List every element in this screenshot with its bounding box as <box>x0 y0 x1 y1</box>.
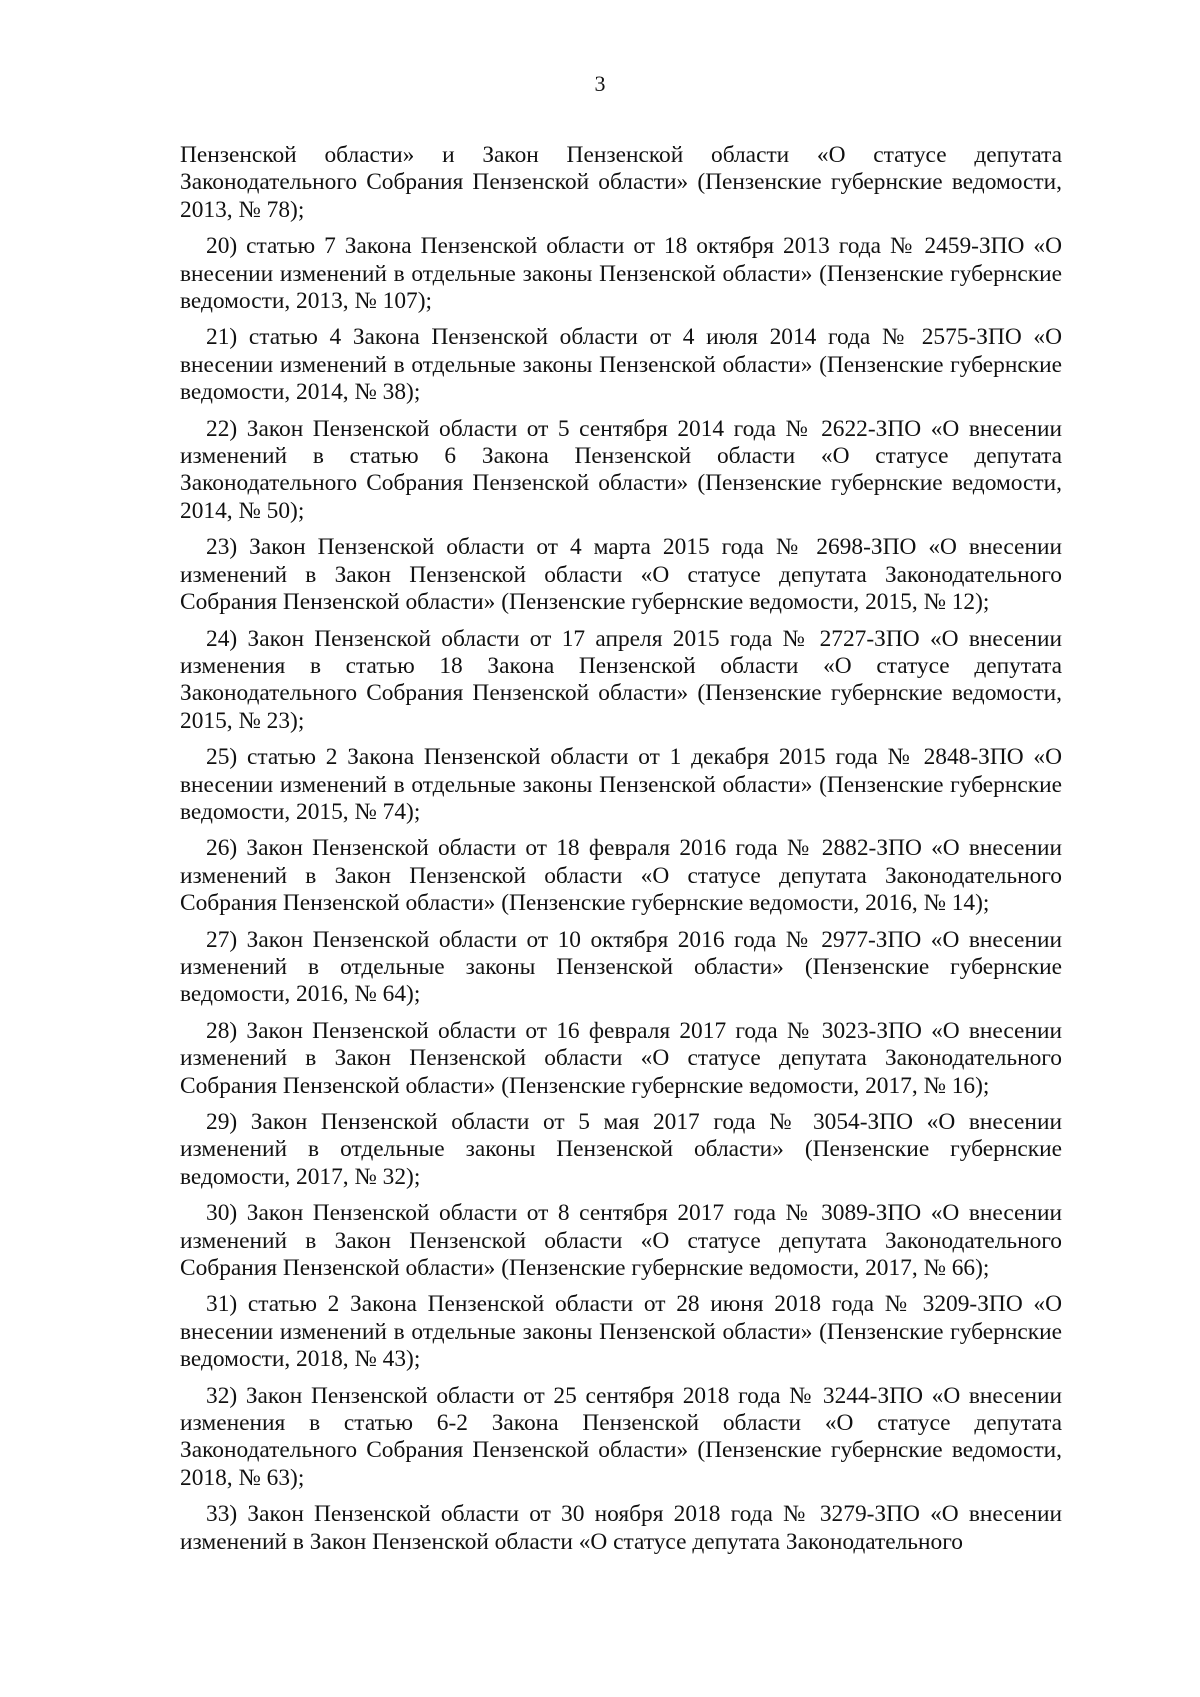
list-item-25: 25) статью 2 Закона Пензенской области от 1 декабря 2015 года № 2848-ЗПО «О внесении изменений в отдельные законы Пензенской области» (Пензенские губернские ведомости, 2015, № 74); <box>180 744 1062 825</box>
document-body <box>180 142 1062 1565</box>
paragraph-continuation: Пензенской области» и Закон Пензенской области «О статусе депутата Законодательного Собрания Пензенской области» (Пензенские губернские ведомости, 2013, № 78); <box>180 142 1062 223</box>
list-item-24: 24) Закон Пензенской области от 17 апреля 2015 года № 2727-ЗПО «О внесении изменения в статью 18 Закона Пензенской области «О статусе депутата Законодательного Собрания Пензенской области» (Пензенские губернские ведомости, 2015, № 23); <box>180 625 1062 734</box>
list-item-33: 33) Закон Пензенской области от 30 ноября 2018 года № 3279-ЗПО «О внесении изменений в Закон Пензенской области «О статусе депутата Законодательного <box>180 1501 1062 1555</box>
list-item-20: 20) статью 7 Закона Пензенской области от 18 октября 2013 года № 2459-ЗПО «О внесении изменений в отдельные законы Пензенской области» (Пензенские губернские ведомости, 2013, № 107); <box>180 233 1062 315</box>
list-item-31: 31) статью 2 Закона Пензенской области от 28 июня 2018 года № 3209-ЗПО «О внесении изменений в отдельные законы Пензенской области» (Пензенские губернские ведомости, 2018, № 43); <box>180 1291 1062 1373</box>
list-item-29: 29) Закон Пензенской области от 5 мая 2017 года № 3054-ЗПО «О внесении изменений в отдельные законы Пензенской области» (Пензенские губернские ведомости, 2017, № 32); <box>180 1109 1062 1190</box>
list-item-21: 21) статью 4 Закона Пензенской области от 4 июля 2014 года № 2575-ЗПО «О внесении изменений в отдельные законы Пензенской области» (Пензенские губернские ведомости, 2014, № 38); <box>180 324 1062 406</box>
list-item-32: 32) Закон Пензенской области от 25 сентября 2018 года № 3244-ЗПО «О внесении изменения в статью 6-2 Закона Пензенской области «О статусе депутата Законодательного Собрания Пензенской области» (Пензенские губернские ведомости, 2018, № 63); <box>180 1382 1062 1491</box>
list-item-23: 23) Закон Пензенской области от 4 марта 2015 года № 2698-ЗПО «О внесении изменений в Закон Пензенской области «О статусе депутата Законодательного Собрания Пензенской области» (Пензенские губернские ведомости, 2015, № 12); <box>180 534 1062 616</box>
list-item-28: 28) Закон Пензенской области от 16 февраля 2017 года № 3023-ЗПО «О внесении изменений в Закон Пензенской области «О статусе депутата Законодательного Собрания Пензенской области» (Пензенские губернские ведомости, 2017, № 16); <box>180 1017 1062 1099</box>
list-item-30: 30) Закон Пензенской области от 8 сентября 2017 года № 3089-ЗПО «О внесении изменений в Закон Пензенской области «О статусе депутата Законодательного Собрания Пензенской области» (Пензенские губернские ведомости, 2017, № 66); <box>180 1200 1062 1282</box>
list-item-27: 27) Закон Пензенской области от 10 октября 2016 года № 2977-ЗПО «О внесении изменений в отдельные законы Пензенской области» (Пензенские губернские ведомости, 2016, № 64); <box>180 926 1062 1008</box>
list-item-26: 26) Закон Пензенской области от 18 февраля 2016 года № 2882-ЗПО «О внесении изменений в Закон Пензенской области «О статусе депутата Законодательного Собрания Пензенской области» (Пензенские губернские ведомости, 2016, № 14); <box>180 835 1062 917</box>
list-item-22: 22) Закон Пензенской области от 5 сентября 2014 года № 2622-ЗПО «О внесении изменений в статью 6 Закона Пензенской области «О статусе депутата Законодательного Собрания Пензенской области» (Пензенские губернские ведомости, 2014, № 50); <box>180 415 1062 524</box>
page-number: 3 <box>594 71 606 96</box>
